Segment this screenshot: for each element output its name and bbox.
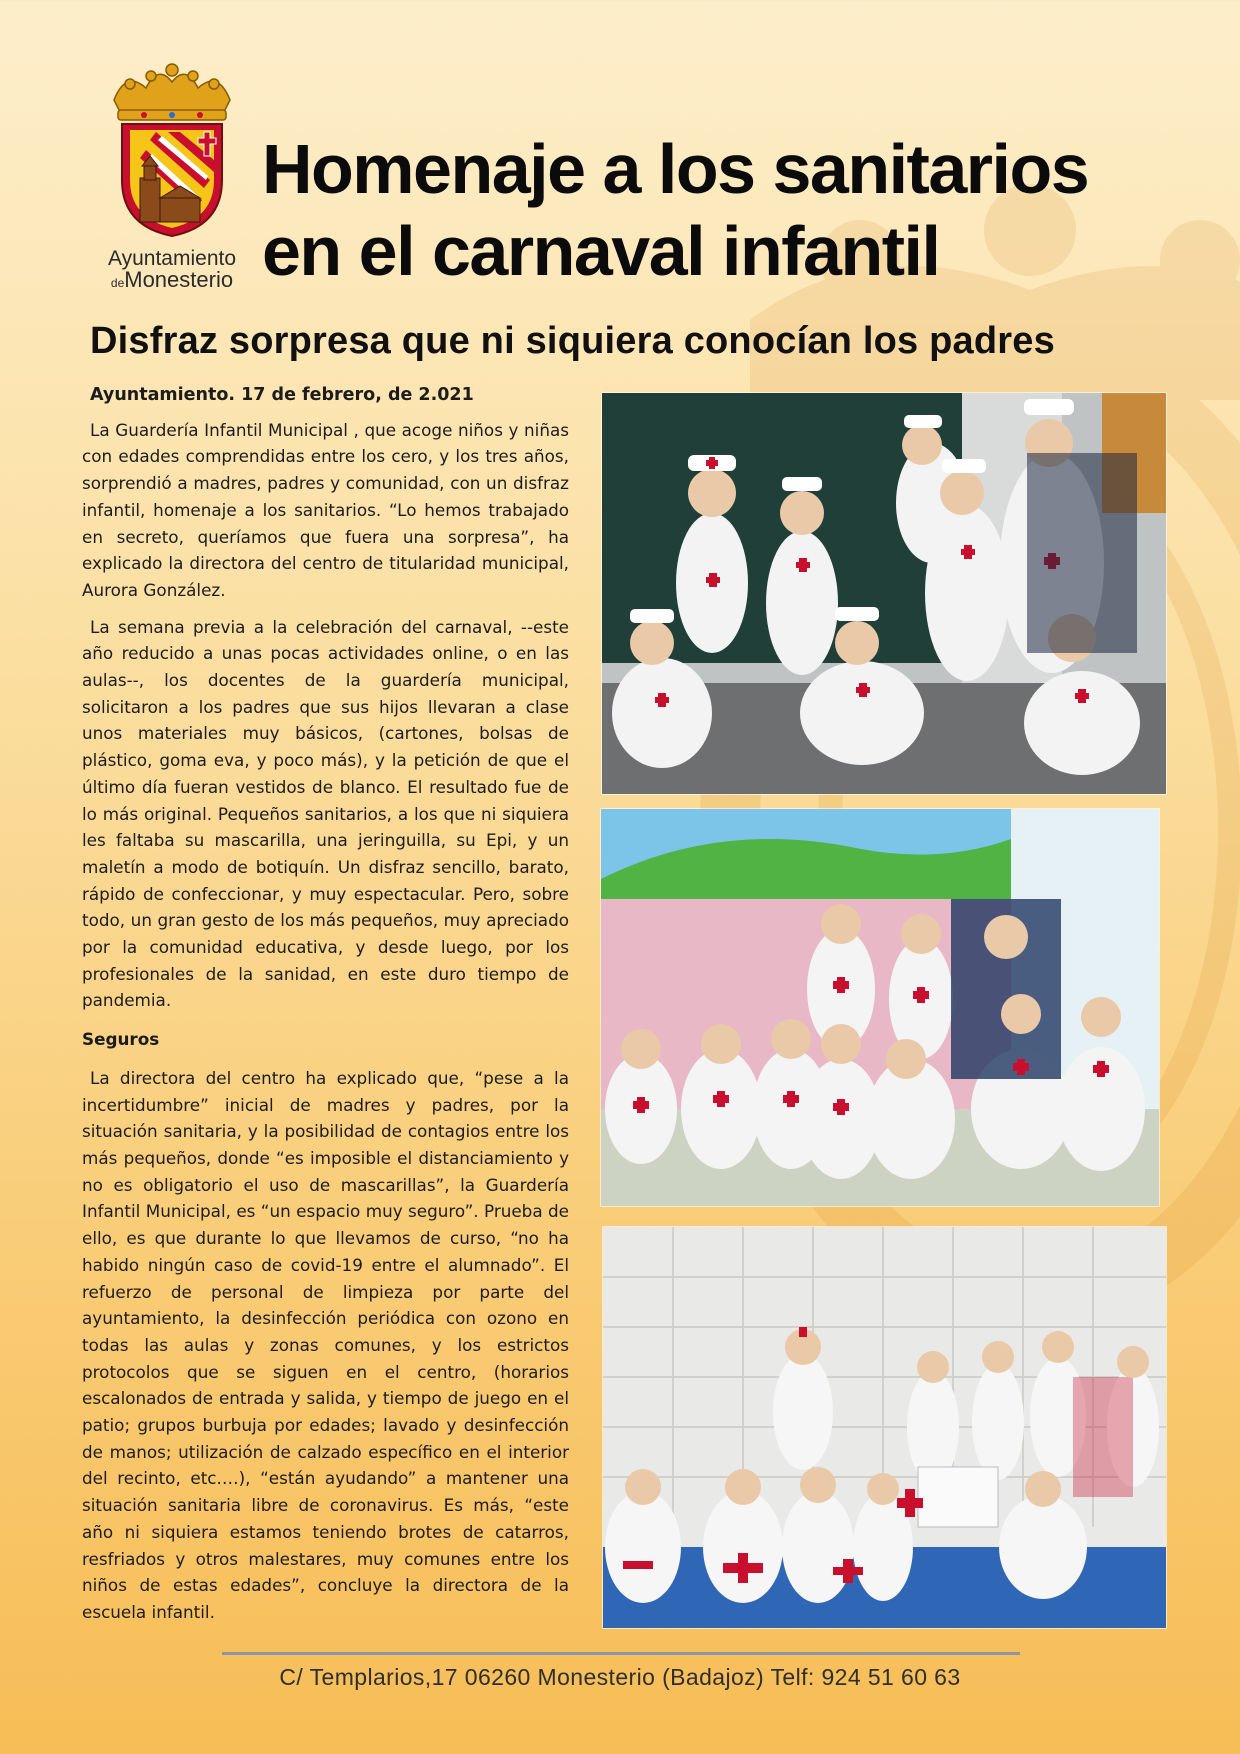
headline xyxy=(262,128,1088,292)
logo-line-2-small: de xyxy=(110,276,125,290)
subtitle: Disfraz sorpresa que ni siquiera conocían los padres xyxy=(90,320,1055,362)
photo-children-classroom xyxy=(601,392,1167,795)
section-heading: Seguros xyxy=(82,1029,160,1050)
logo-line-2 xyxy=(102,269,242,294)
coat-of-arms-icon xyxy=(106,60,238,240)
footer-divider xyxy=(222,1652,1020,1655)
photo-children-with-adult xyxy=(600,808,1160,1207)
article-paragraph-2: La semana previa a la celebración del carnaval, --este año reducido a unas pocas actividades online, o en las aulas--, los docentes de la guardería municipal, solicitaron a los padres que sus hijos llevaran a clase unos materiales muy básicos, (cartones, bolsas de plástico, goma eva, y poco más), y la petición de que el último día fueran vestidos de blanco. El resultado fue de lo más original. Pequeños sanitarios, a los que ni siquiera les faltaba su mascarilla, una jeringuilla, su Epi, y un maletín a modo de botiquín. Un disfraz sencillo, barato, rápido de confeccionar, y muy espectacular. Pero, sobre todo, un gran gesto de los más pequeños, muy apreciado por la comunidad educativa, y desde luego, por los profesionales de la sanidad, en este duro tiempo de pandemia. xyxy=(82,616,569,1011)
article-paragraph-1: La Guardería Infantil Municipal , que acoge niños y niñas con edades comprendidas entre los cero, y los tres años, sorprendió a madres, padres y comunidad, con un disfraz infantil, homenaje a los sanitarios. “Lo hemos trabajado en secreto, queríamos que fuera una sorpresa”, ha explicado la directora del centro de titularidad municipal, Aurora González. xyxy=(82,419,569,600)
dateline: Ayuntamiento. 17 de febrero, de 2.021 xyxy=(90,385,474,405)
headline-line-2: en el carnaval infantil xyxy=(262,212,940,290)
article-body xyxy=(82,382,569,1636)
footer-address: C/ Templarios,17 06260 Monesterio (Badajoz) Telf: 924 51 60 63 xyxy=(279,1664,961,1690)
photo-children-tiled-wall xyxy=(602,1226,1167,1629)
logo-caption xyxy=(102,248,242,294)
municipality-logo xyxy=(102,60,242,294)
headline-line-1: Homenaje a los sanitarios xyxy=(262,130,1089,208)
logo-line-2-big: Monesterio xyxy=(124,267,234,292)
logo-line-1: Ayuntamiento xyxy=(107,247,237,270)
article-paragraph-3: La directora del centro ha explicado que, “pese a la incertidumbre” inicial de madres y padres, por la situación sanitaria, y la posibilidad de contagios entre los más pequeños, donde “es imposible el distanciamiento y no es obligatorio el uso de mascarillas”, la Guardería Infantil Municipal, es “un espacio muy seguro”. Prueba de ello, es que durante lo que llevamos de curso, “no ha habido ningún caso de covid-19 entre el alumnado”. El refuerzo de personal de limpieza por parte del ayuntamiento, la desinfección periódica con ozono en todas las aulas y zonas comunes, y los estrictos protocolos que se siguen en el centro, (horarios escalonados de entrada y salida, y tiempo de juego en el patio; grupos burbuja por edades; lavado y desinfección de manos; utilización de calzado específico en el interior del recinto, etc.…), “están ayudando” a mantener una situación sanitaria libre de coronavirus. Es más, “este año ni siquiera estamos teniendo brotes de catarros, resfriados y otros malestares, muy comunes entre los niños de estas edades”, concluye la directora de la escuela infantil. xyxy=(82,1067,569,1622)
